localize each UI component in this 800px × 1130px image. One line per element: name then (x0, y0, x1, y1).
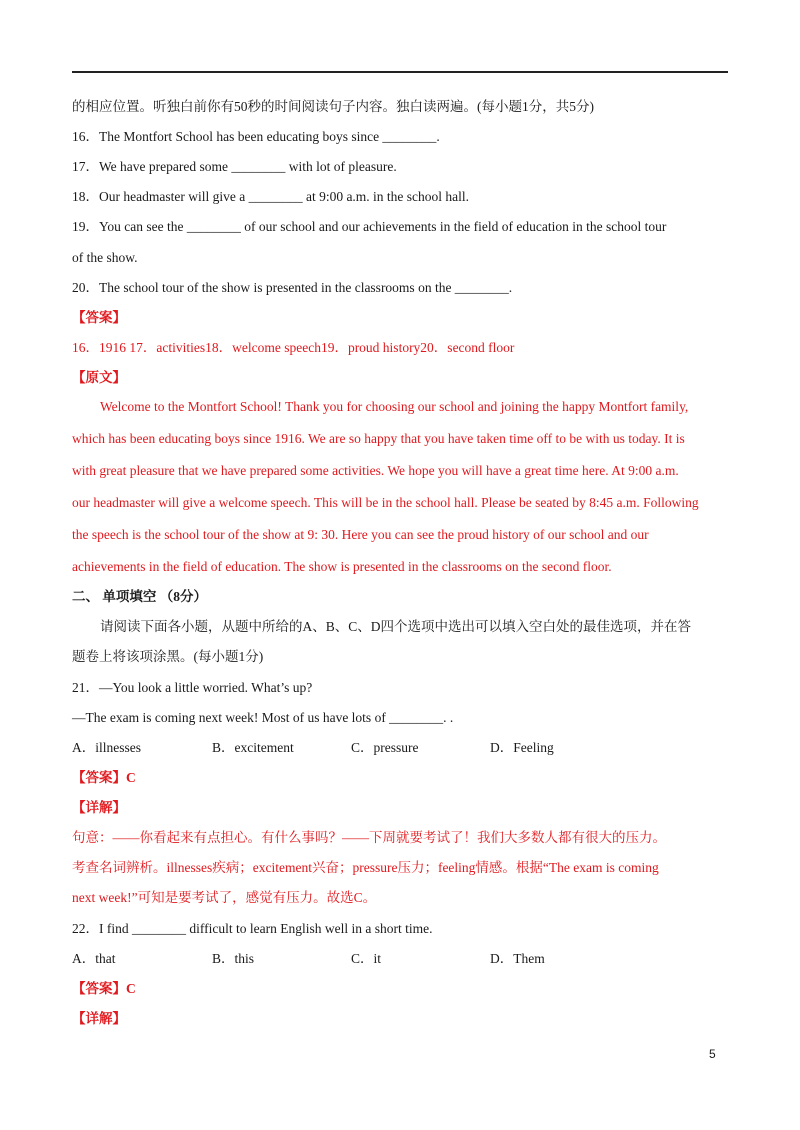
q21-option-d: D．Feeling (490, 740, 554, 755)
q22-option-d: D．Them (490, 951, 545, 966)
q22-option-c: C．it (351, 951, 382, 966)
section-instructions-line: 题卷上将该项涂黑。(每小题1分) (72, 649, 264, 664)
q22-option-a: A．that (72, 951, 116, 966)
section-instructions-line: 请阅读下面各小题，从题中所给的A、B、C、D四个选项中选出可以填入空白处的最佳选项，并在答 (100, 619, 692, 634)
q21-answer: 【答案】C (72, 770, 136, 785)
q21-option-b: B．excitement (212, 740, 294, 755)
intro-line: 的相应位置。听独白前你有50秒的时间阅读句子内容。独白读两遍。(每小题1分，共5分) (72, 99, 594, 114)
transcript-line: achievements in the field of education. The show is presented in the classrooms on the second floor. (72, 559, 612, 574)
transcript-line: which has been educating boys since 1916. We are so happy that you have taken time off to be with us today. It is (72, 431, 685, 446)
q22-option-b: B．this (212, 951, 255, 966)
q21-detail-line: next week!”可知是要考试了，感觉有压力。故选C。 (72, 890, 377, 905)
q22-answer: 【答案】C (72, 981, 136, 996)
question-19-cont: of the show. (72, 250, 138, 265)
transcript-line: our headmaster will give a welcome speech. This will be in the school hall. Please be seated by 8:45 a.m. Following (72, 495, 699, 510)
question-22-stem: 22．I find ________ difficult to learn English well in a short time. (72, 921, 433, 936)
answer-label-listening: 【答案】 (72, 310, 126, 325)
q21-option-a: A．illnesses (72, 740, 141, 755)
q21-detail-label: 【详解】 (72, 800, 126, 815)
page-number: 5 (709, 1047, 716, 1061)
q22-detail-label: 【详解】 (72, 1011, 126, 1026)
transcript-label: 【原文】 (72, 370, 126, 385)
question-21-stem: 21．—You look a little worried. What’s up? (72, 680, 313, 695)
transcript-line: with great pleasure that we have prepared some activities. We hope you will have a great time here. At 9:00 a.m. (72, 463, 679, 478)
q21-detail-line: 考查名词辨析。illnesses疾病；excitement兴奋；pressure压力；feeling情感。根据“The exam is coming (72, 860, 659, 875)
header-rule (72, 71, 728, 73)
question-19: 19．You can see the ________ of our school and our achievements in the field of education in the school tour (72, 219, 667, 234)
transcript-line: the speech is the school tour of the show at 9: 30. Here you can see the proud history of our school and our (72, 527, 649, 542)
question-20: 20．The school tour of the show is presented in the classrooms on the ________. (72, 280, 513, 295)
answers-listening: 16．1916 17．activities18．welcome speech19．proud history20．second floor (72, 340, 515, 355)
question-17: 17．We have prepared some ________ with lot of pleasure. (72, 159, 397, 174)
transcript-line: Welcome to the Montfort School! Thank you for choosing our school and joining the happy Montfort family, (100, 399, 689, 414)
section-title: 二、 单项填空 （8分） (72, 589, 207, 604)
question-21-stem-2: —The exam is coming next week! Most of us have lots of ________. . (72, 710, 454, 725)
question-18: 18．Our headmaster will give a ________ at 9:00 a.m. in the school hall. (72, 189, 470, 204)
question-16: 16．The Montfort School has been educating boys since ________. (72, 129, 440, 144)
q21-detail-line: 句意：——你看起来有点担心。有什么事吗？——下周就要考试了！我们大多数人都有很大的压力。 (72, 830, 666, 845)
q21-option-c: C．pressure (351, 740, 419, 755)
